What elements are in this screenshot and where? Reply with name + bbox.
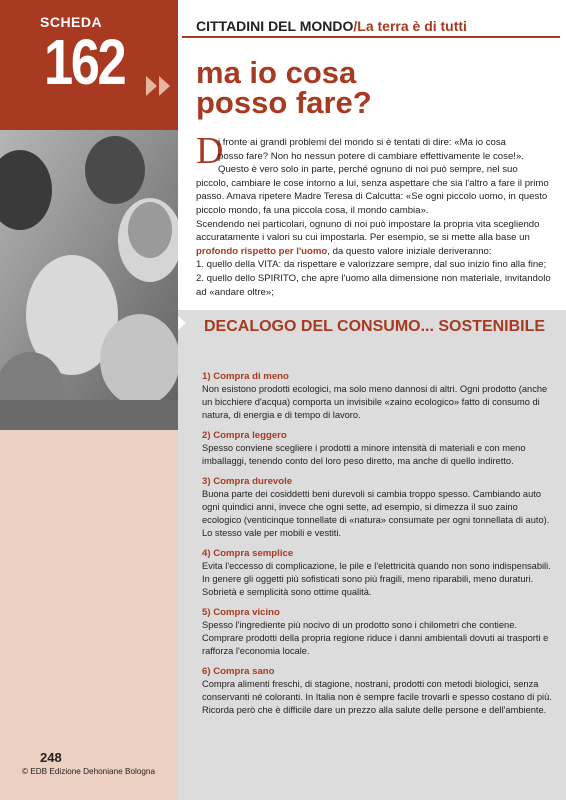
section-header <box>196 18 467 34</box>
intro-list-item-1: 1. quello della VITA: da rispettare e valorizzare sempre, dal suo inizio fino alla fine; <box>196 259 547 271</box>
decalogo-title: DECALOGO DEL CONSUMO... SOSTENIBILE <box>204 318 546 335</box>
box-pointer-icon <box>178 316 186 330</box>
list-item <box>202 665 554 717</box>
item-text: Evita l'eccesso di complicazione, le pile e l'elettricità quando non sono indispensabili. In genere gli oggetti più sofisticati sono più fragili, meno riparabili, meno duraturi. Sobrietà e semplicità sono ottime qualità. <box>202 561 551 597</box>
intro-line-1: i fronte ai grandi problemi del mondo si è tentati di dire: «Ma io cosa <box>218 137 506 148</box>
header-divider <box>182 36 560 38</box>
copyright-notice: © EDB Edizione Dehoniane Bologna <box>22 767 156 776</box>
list-item <box>202 547 554 599</box>
section-title: CITTADINI DEL MONDO <box>196 18 354 34</box>
list-item <box>202 606 554 658</box>
intro-paragraph-2-start: Scendendo nei particolari, ognuno di noi può impostare la propria vita scegliendo accuratamente i valori su cui impostarla. Per esempio, se si mette alla base un <box>196 218 540 244</box>
intro-line-3: Questo è vero solo in parte, perché ognuno di noi può sempre, nel suo <box>218 164 518 176</box>
sidebar-lower-block <box>0 430 178 800</box>
item-text: Compra alimenti freschi, di stagione, nostrani, prodotti con metodi biologici, senza conservanti né coloranti. In Italia non è sempre facile trovarli e spesso costano di più. Ricorda però che è difficile dare un prezzo alla salute delle persone e dell'ambiente. <box>202 679 552 715</box>
section-subtitle: La terra è di tutti <box>357 18 467 34</box>
list-item <box>202 429 554 468</box>
intro-paragraph-2-end: , da questo valore iniziale deriveranno: <box>327 245 492 257</box>
item-title: 1) Compra di meno <box>202 371 289 382</box>
intro-paragraph-1: piccolo, cambiare le cose intorno a lui, senza aspettare che sia l'altro a fare il primo passo. Amava ripetere Madre Teresa di Calcutta: «Se ogni piccolo uomo, in questo piccolo mondo, fa una piccola cosa, il mondo cambia». <box>196 177 549 216</box>
scheda-label: SCHEDA <box>40 14 103 30</box>
intro-emphasis: profondo rispetto per l'uomo <box>196 245 328 257</box>
title-line-1: ma io cosa <box>196 55 357 90</box>
item-text: Buona parte dei cosiddetti beni durevoli si cambia troppo spesso. Cambiando auto ogni quindici anni, invece che ogni sette, ad esempio, si dimezza il suo zaino ecologico (venticinque tonnellate di «natura» consumate per ogni tonnellata di auto). Lo stesso vale per mobili e vestiti. <box>202 489 550 538</box>
item-text: Spesso l'ingrediente più nocivo di un prodotto sono i chilometri che contiene. Comprare prodotti della propria regione riduce i danni ambientali dovuti ai trasporti e rafforza l'economia locale. <box>202 620 549 656</box>
intro-paragraph-2 <box>196 218 558 259</box>
item-title: 5) Compra vicino <box>202 607 280 618</box>
item-text: Non esistono prodotti ecologici, ma solo meno dannosi di altri. Ogni prodotto (anche un bicchiere d'acqua) comporta un invisibile «zaino ecologico» fatto di consumo di natura, di energia e di tempo di lavoro. <box>202 384 548 420</box>
intro-text <box>196 136 558 299</box>
item-title: 3) Compra durevole <box>202 476 293 487</box>
intro-line-2: posso fare? Non ho nessun potere di cambiare effettivamente le cose!». <box>218 150 524 162</box>
list-item <box>202 370 554 422</box>
double-arrow-icon <box>146 74 174 98</box>
page-title <box>196 55 372 120</box>
intro-list-item-2: 2. quello dello SPIRITO, che apre l'uomo alla dimensione non materiale, invitandolo ad «andare oltre»; <box>196 272 551 298</box>
scheda-number: 162 <box>44 26 125 98</box>
section-separator: / <box>353 18 358 34</box>
item-title: 2) Compra leggero <box>202 430 287 441</box>
drop-cap: D <box>196 130 224 172</box>
title-line-2: posso fare? <box>196 85 372 120</box>
list-item <box>202 475 554 540</box>
decalogo-items <box>202 370 554 724</box>
people-hands-photo <box>0 130 178 430</box>
item-text: Spesso conviene scegliere i prodotti a minore intensità di materiali e con meno imballaggi, tenendo conto del loro peso diretto, ma anche di quello indiretto. <box>202 443 526 466</box>
page-number: 248 <box>40 750 62 765</box>
item-title: 4) Compra semplice <box>202 548 294 559</box>
item-title: 6) Compra sano <box>202 666 275 677</box>
